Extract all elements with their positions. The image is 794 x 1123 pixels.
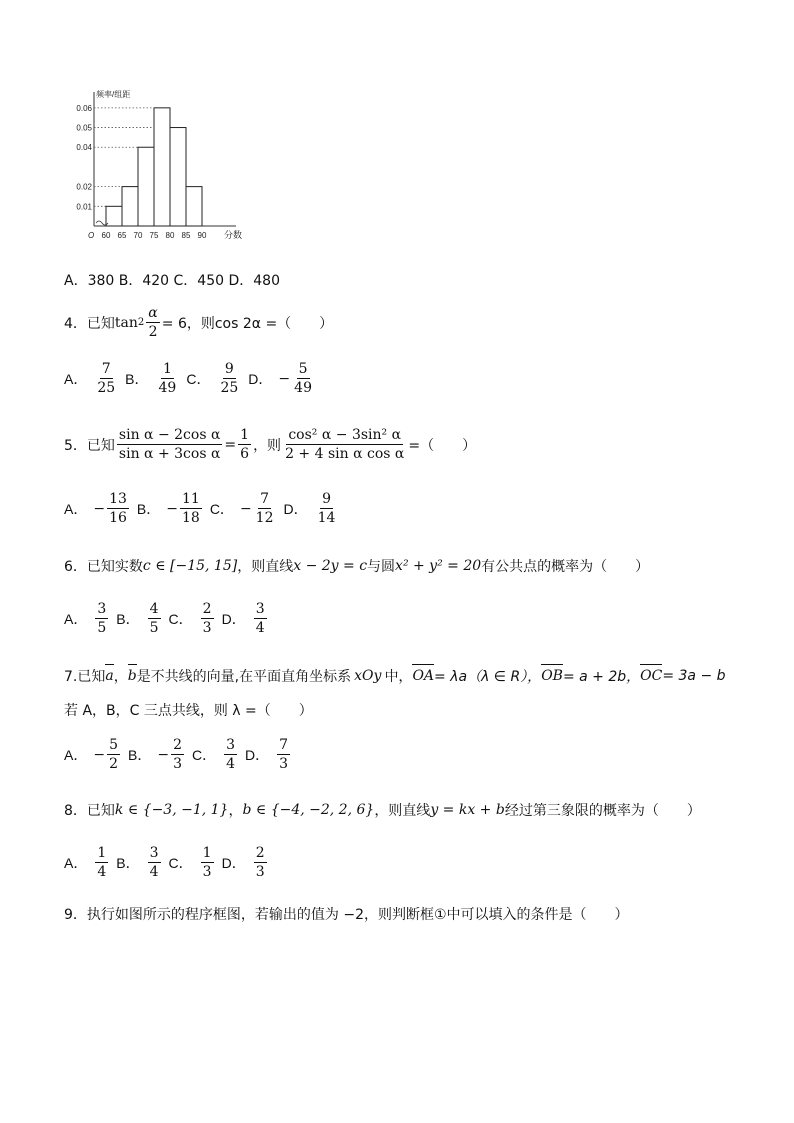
fraction-denominator: 3: [255, 864, 265, 880]
x-tick-label: 70: [133, 231, 143, 240]
fraction-numerator: 3: [255, 601, 265, 617]
histogram-bar: [138, 147, 154, 226]
q7-text2: 中，: [384, 669, 413, 685]
option-fraction: [148, 846, 161, 879]
option-label: C．: [186, 370, 211, 387]
q7-xoy: xOy: [354, 668, 382, 684]
q5-sixth-num: 1: [240, 427, 250, 443]
fraction-denominator: 3: [202, 864, 212, 880]
q4-cos: cos 2α =（ ）: [214, 315, 334, 332]
q4-alpha: α: [148, 305, 158, 321]
option-label: C．: [168, 854, 193, 871]
q4-eq6: = 6，则: [161, 315, 215, 332]
option-label: C．: [192, 746, 217, 763]
q8-k: k ∈ {−3, −1, 1}: [114, 802, 229, 818]
option-fraction: [292, 362, 314, 395]
q6-mid: ，则直线: [237, 559, 294, 575]
q6-option-c: [169, 602, 216, 635]
q3-options: A．380 B．420 C．450 D．480: [64, 273, 280, 289]
fraction-numerator: 4: [149, 601, 159, 617]
y-tick-label: 0.04: [76, 143, 92, 153]
q8-option-c: [169, 846, 216, 879]
option-sign: −: [278, 370, 291, 387]
fraction-denominator: 25: [97, 380, 116, 396]
fraction-numerator: 7: [260, 491, 270, 507]
q4-options: [64, 362, 322, 395]
option-fraction: [254, 492, 276, 525]
q7-prefix: 7.已知: [64, 669, 106, 685]
option-label: B．: [116, 610, 140, 627]
option-label: A．: [64, 746, 88, 763]
q8-b: b ∈ {−4, −2, 2, 6}: [242, 802, 375, 818]
q5-option-b: [137, 492, 204, 525]
q6-option-a: [64, 602, 110, 635]
q6-mid2: 与圆: [367, 559, 396, 575]
fraction-denominator: 4: [255, 620, 265, 636]
x-tick-label: 75: [149, 231, 159, 240]
option-fraction: [224, 738, 237, 771]
option-fraction: [201, 846, 214, 879]
q8-sep: ，: [228, 803, 243, 819]
q5-then: ，则: [253, 437, 282, 454]
q5-ratio: [117, 428, 222, 461]
q7-vec-a: a: [105, 668, 114, 684]
q7-oc-eq: = 3a − b: [662, 668, 726, 684]
q8-option-a: [64, 846, 110, 879]
fraction-denominator: 12: [255, 510, 274, 526]
option-label: A．: [64, 610, 88, 627]
q5-sixth: [238, 428, 251, 461]
q8-prefix: 8．已知: [64, 803, 115, 819]
option-fraction: [316, 492, 338, 525]
q5-option-a: [64, 492, 131, 525]
q8-option-b: [116, 846, 162, 879]
q7-ob-eq: = a + 2b，: [562, 669, 641, 685]
q7-ob: OB: [541, 668, 563, 684]
q6-option-d: [222, 602, 269, 635]
fraction-denominator: 2: [109, 756, 118, 772]
q7-text: 是不共线的向量,在平面直角坐标系: [136, 669, 352, 685]
option-label: B．: [128, 746, 152, 763]
option-fraction: [148, 602, 161, 635]
y-tick-label: 0.06: [76, 103, 92, 113]
q4-option-d: [248, 362, 316, 395]
option-label: D．: [248, 370, 273, 387]
q7-comma: ，: [113, 669, 128, 685]
option-fraction: [201, 602, 214, 635]
option-label: D．: [221, 610, 246, 627]
fraction-denominator: 4: [226, 756, 236, 772]
option-fraction: [277, 738, 290, 771]
fraction-numerator: 11: [181, 491, 200, 507]
x-tick-label: 80: [165, 231, 175, 240]
q7-oa-eq: = λa（λ ∈ R），: [434, 669, 542, 685]
option-sign: −: [166, 500, 178, 517]
q4-two: 2: [148, 324, 158, 340]
fraction-numerator: 2: [202, 601, 212, 617]
fraction-numerator: 5: [109, 737, 118, 753]
fraction-denominator: 3: [279, 756, 289, 772]
fraction-numerator: 3: [149, 845, 159, 861]
fraction-denominator: 5: [149, 620, 159, 636]
frequency-histogram: [60, 88, 250, 248]
q6-prefix: 6．已知实数: [64, 559, 143, 575]
q6-line: x − 2y = c: [293, 558, 368, 574]
q8-options: [64, 846, 275, 879]
q6-tail: 有公共点的概率为（ ）: [481, 559, 650, 575]
option-fraction: [218, 362, 240, 395]
q5-option-c: [210, 492, 278, 525]
q5-ratio-num: sin α − 2cos α: [118, 427, 221, 443]
q6-option-b: [116, 602, 162, 635]
q5-target-den: 2 + 4 sin α cos α: [285, 446, 405, 462]
fraction-numerator: 7: [279, 737, 289, 753]
option-fraction: [180, 492, 202, 525]
q5-eq: =: [224, 436, 237, 453]
fraction-numerator: 5: [298, 361, 308, 377]
q6-stem: [64, 556, 649, 576]
fraction-denominator: 5: [97, 620, 107, 636]
x-tick-label: 85: [181, 231, 191, 240]
histogram-bar: [106, 206, 122, 226]
x-tick-label: 90: [197, 231, 207, 240]
y-tick-label: 0.05: [76, 123, 92, 133]
fraction-numerator: 3: [97, 601, 107, 617]
option-label: D．: [221, 854, 246, 871]
option-label: A．: [64, 854, 88, 871]
q6-options: [64, 602, 275, 635]
y-axis-title: 频率/组距: [96, 90, 131, 99]
fraction-numerator: 1: [162, 361, 172, 377]
q5-sixth-den: 6: [240, 446, 250, 462]
q8-stem: [64, 800, 701, 820]
q7-option-a: [64, 738, 122, 771]
option-sign: −: [93, 746, 106, 763]
q7-vec-b: b: [127, 668, 137, 684]
fraction-numerator: 1: [97, 845, 107, 861]
q7-oa: OA: [412, 668, 435, 684]
fraction-denominator: 25: [220, 380, 239, 396]
fraction-numerator: 13: [109, 491, 127, 507]
option-fraction: [254, 846, 267, 879]
fraction-numerator: 7: [101, 361, 111, 377]
histogram-bar: [122, 187, 138, 226]
q4-option-b: [125, 362, 180, 395]
q5-target: [283, 428, 406, 461]
histogram-bar: [186, 187, 202, 226]
option-label: D．: [283, 500, 308, 517]
fraction-numerator: 2: [255, 845, 265, 861]
q6-circle: x² + y² = 20: [395, 558, 482, 574]
y-tick-label: 0.02: [76, 182, 92, 192]
q7-option-b: [128, 738, 186, 771]
fraction-denominator: 4: [97, 864, 107, 880]
fraction-denominator: 4: [149, 864, 159, 880]
q4-half-alpha: [146, 306, 159, 339]
q7-option-c: [192, 738, 239, 771]
q4-tan: tan: [114, 314, 138, 331]
fraction-denominator: 3: [202, 620, 212, 636]
fraction-denominator: 3: [173, 756, 182, 772]
option-label: A．: [64, 500, 88, 517]
option-fraction: [254, 602, 267, 635]
q5-prefix: 5．已知: [64, 437, 115, 454]
fraction-numerator: 3: [226, 737, 236, 753]
option-label: D．: [245, 746, 270, 763]
y-tick-label: 0.01: [76, 202, 92, 212]
option-label: C．: [209, 500, 234, 517]
q5-stem: [64, 428, 476, 461]
x-tick-label: 65: [117, 231, 127, 240]
option-label: A．: [64, 370, 88, 387]
option-fraction: [171, 738, 184, 771]
q5-tail: =（ ）: [408, 437, 477, 454]
fraction-denominator: 14: [317, 510, 336, 526]
x-tick-label: 60: [101, 231, 111, 240]
q7-stem-line1: [64, 666, 726, 686]
option-label: B．: [116, 854, 140, 871]
q8-line: y = kx + b: [430, 802, 505, 818]
q4-prefix: 4．已知: [64, 315, 115, 332]
q4-option-c: [186, 362, 242, 395]
q9-stem: 9．执行如图所示的程序框图，若输出的值为 −2，则判断框①中可以填入的条件是（ ）: [64, 907, 629, 923]
fraction-numerator: 1: [202, 845, 212, 861]
option-label: B．: [136, 500, 161, 517]
q7-options: [64, 738, 298, 771]
fraction-denominator: 18: [181, 510, 200, 526]
option-fraction: [95, 362, 117, 395]
fraction-denominator: 49: [294, 380, 312, 396]
q4-stem: 4．已知 tan 2 $\frac{\alpha}{2}$ = 6，则 cos 2α =（ ）: [64, 305, 334, 340]
q5-options: [64, 492, 345, 525]
option-sign: −: [157, 746, 170, 763]
q5-target-num: cos² α − 3sin² α: [288, 427, 402, 443]
option-fraction: [157, 362, 179, 395]
histogram-bar: [170, 128, 186, 226]
option-label: C．: [168, 610, 193, 627]
origin-label: O: [88, 231, 95, 240]
option-fraction: [107, 492, 129, 525]
histogram-plot: [76, 89, 242, 240]
option-label: B．: [125, 370, 149, 387]
option-fraction: [107, 738, 120, 771]
fraction-denominator: 49: [158, 380, 177, 396]
fraction-numerator: 2: [173, 737, 182, 753]
option-sign: −: [239, 500, 252, 517]
option-fraction: [95, 602, 108, 635]
q4-option-a: [64, 362, 119, 395]
q5-ratio-den: sin α + 3cos α: [118, 446, 221, 462]
q7-stem-line2: 若 A，B，C 三点共线，则 λ =（ ）: [64, 703, 313, 719]
histogram-bar: [154, 108, 170, 226]
q6-cond: c ∈ [−15, 15]: [142, 558, 238, 574]
fraction-numerator: 9: [224, 361, 234, 377]
q5-option-d: [284, 492, 340, 525]
option-sign: −: [93, 500, 106, 517]
q7-oc: OC: [640, 668, 663, 684]
q8-mid: ，则直线: [374, 803, 431, 819]
option-fraction: [95, 846, 108, 879]
x-axis-title: 分数: [224, 230, 243, 240]
fraction-numerator: 9: [322, 491, 331, 507]
q8-tail: 经过第三象限的概率为（ ）: [504, 803, 701, 819]
q7-option-d: [245, 738, 292, 771]
fraction-denominator: 16: [109, 510, 127, 526]
q8-option-d: [222, 846, 269, 879]
